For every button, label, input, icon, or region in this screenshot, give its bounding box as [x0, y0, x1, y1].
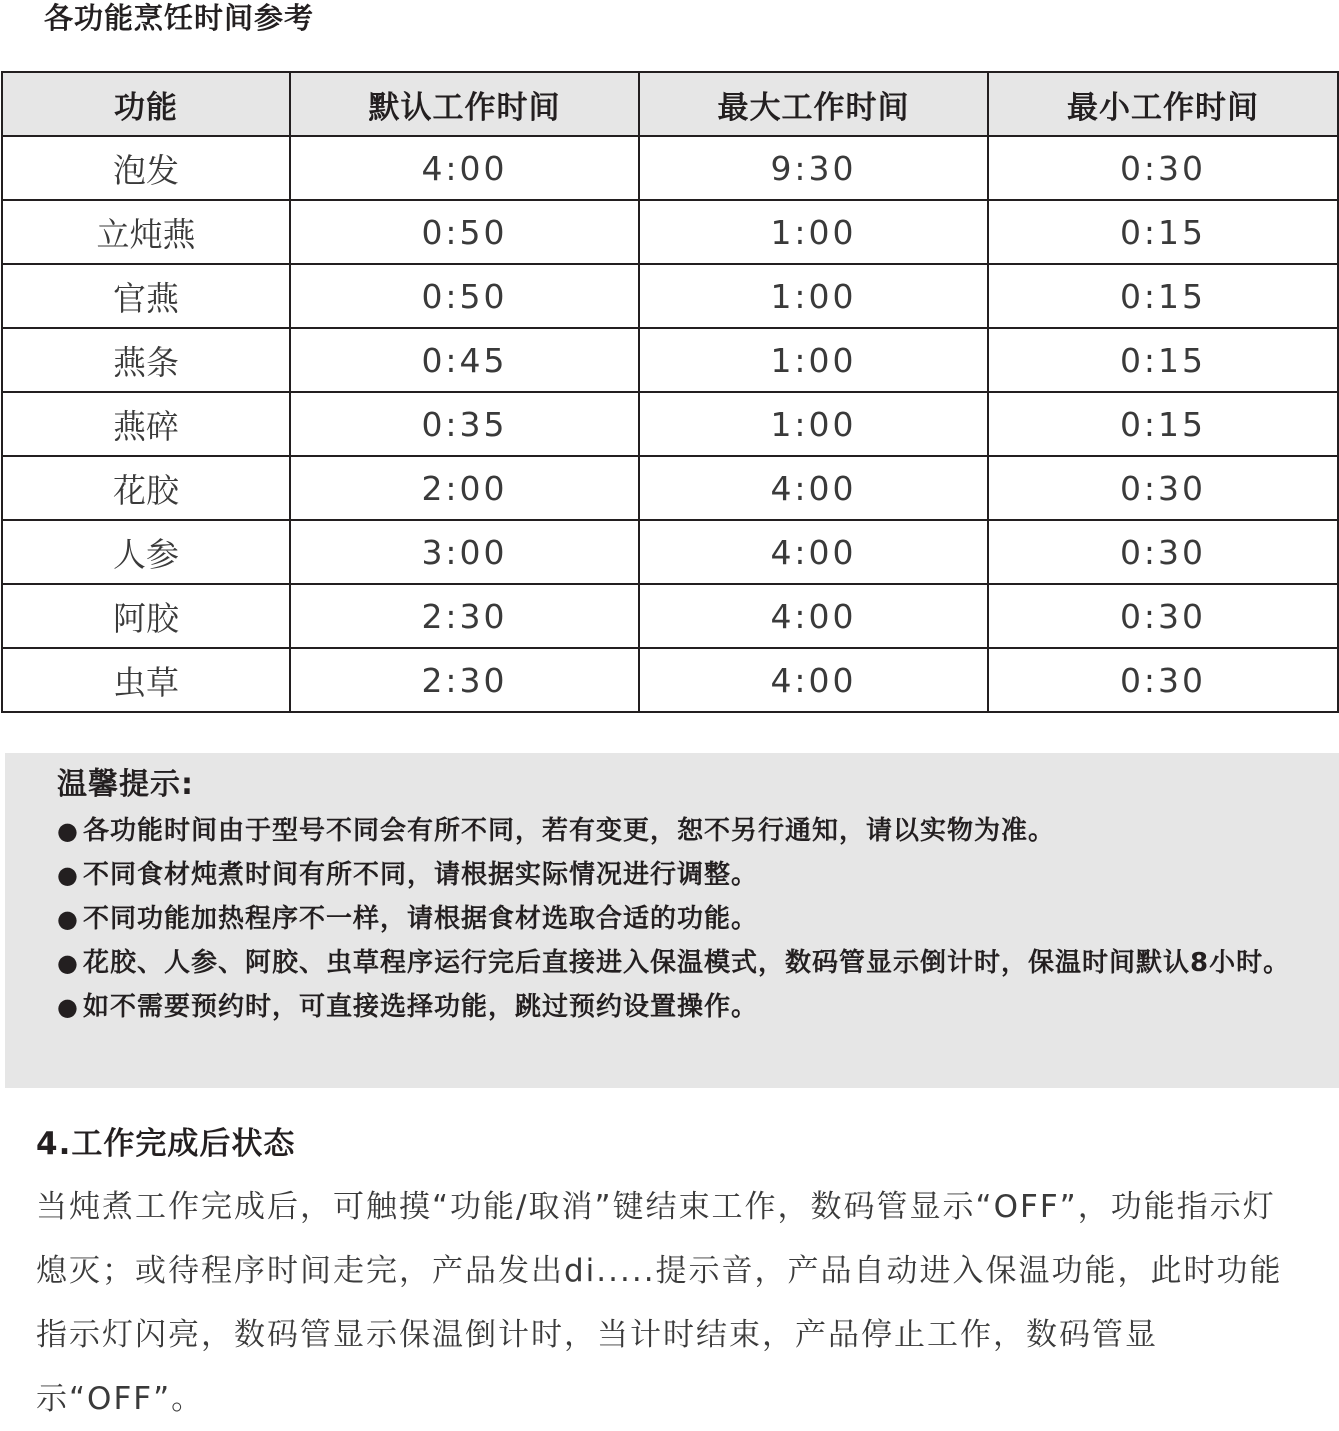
- default-time-cell: 0:45: [290, 328, 639, 392]
- tip-item: [57, 941, 1307, 985]
- default-time-cell: 0:50: [290, 264, 639, 328]
- function-cell: 花胶: [2, 456, 290, 520]
- bullet-icon: ●: [57, 861, 79, 889]
- table-row: [2, 136, 1338, 200]
- default-time-cell: 2:30: [290, 584, 639, 648]
- max-time-cell: 4:00: [639, 584, 988, 648]
- tip-text: 花胶、人参、阿胶、虫草程序运行完后直接进入保温模式，数码管显示倒计时，保温时间默认8小时。: [83, 948, 1291, 978]
- section-title: 4.工作完成后状态: [36, 1126, 296, 1162]
- table-header-row: [2, 72, 1338, 136]
- function-cell: 虫草: [2, 648, 290, 712]
- section-body: 当炖煮工作完成后，可触摸“功能/取消”键结束工作，数码管显示“OFF”，功能指示灯熄灭；或待程序时间走完，产品发出di.....提示音，产品自动进入保温功能，此时功能指示灯闪亮，数码管显示保温倒计时，当计时结束，产品停止工作，数码管显示“OFF”。: [36, 1189, 1283, 1417]
- function-cell: 立炖燕: [2, 200, 290, 264]
- tips-box: [5, 753, 1339, 1088]
- default-time-cell: 0:50: [290, 200, 639, 264]
- function-cell: 人参: [2, 520, 290, 584]
- min-time-cell: 0:30: [988, 648, 1338, 712]
- tip-item: [57, 809, 1307, 853]
- min-time-cell: 0:15: [988, 328, 1338, 392]
- default-time-cell: 0:35: [290, 392, 639, 456]
- table-row: [2, 456, 1338, 520]
- default-time-cell: 3:00: [290, 520, 639, 584]
- bullet-icon: ●: [57, 817, 79, 845]
- bullet-icon: ●: [57, 949, 79, 977]
- function-cell: 燕碎: [2, 392, 290, 456]
- header-default-time: 默认工作时间: [290, 72, 639, 136]
- function-cell: 燕条: [2, 328, 290, 392]
- tips-title: 温馨提示:: [57, 767, 194, 802]
- max-time-cell: 4:00: [639, 520, 988, 584]
- min-time-cell: 0:30: [988, 520, 1338, 584]
- table-row: [2, 520, 1338, 584]
- max-time-cell: 1:00: [639, 264, 988, 328]
- tip-text: 各功能时间由于型号不同会有所不同，若有变更，恕不另行通知，请以实物为准。: [83, 816, 1056, 846]
- tip-item: [57, 985, 1307, 1029]
- header-function: 功能: [2, 72, 290, 136]
- default-time-cell: 2:00: [290, 456, 639, 520]
- min-time-cell: 0:30: [988, 584, 1338, 648]
- min-time-cell: 0:30: [988, 136, 1338, 200]
- table-row: [2, 200, 1338, 264]
- min-time-cell: 0:15: [988, 264, 1338, 328]
- max-time-cell: 4:00: [639, 648, 988, 712]
- max-time-cell: 1:00: [639, 392, 988, 456]
- max-time-cell: 1:00: [639, 328, 988, 392]
- tip-text: 如不需要预约时，可直接选择功能，跳过预约设置操作。: [83, 992, 759, 1022]
- header-min-time: 最小工作时间: [988, 72, 1338, 136]
- tip-text: 不同食材炖煮时间有所不同，请根据实际情况进行调整。: [83, 860, 759, 890]
- table-row: [2, 584, 1338, 648]
- page-heading: 各功能烹饪时间参考: [44, 1, 315, 35]
- bullet-icon: ●: [57, 993, 79, 1021]
- min-time-cell: 0:15: [988, 392, 1338, 456]
- max-time-cell: 4:00: [639, 456, 988, 520]
- table-row: [2, 328, 1338, 392]
- tip-item: [57, 853, 1307, 897]
- tip-text: 不同功能加热程序不一样，请根据食材选取合适的功能。: [83, 904, 759, 934]
- min-time-cell: 0:15: [988, 200, 1338, 264]
- table-row: [2, 392, 1338, 456]
- function-cell: 官燕: [2, 264, 290, 328]
- function-cell: 阿胶: [2, 584, 290, 648]
- max-time-cell: 9:30: [639, 136, 988, 200]
- header-max-time: 最大工作时间: [639, 72, 988, 136]
- tips-list: [57, 809, 1307, 1029]
- cooking-time-table: [1, 71, 1339, 713]
- function-cell: 泡发: [2, 136, 290, 200]
- table-row: [2, 648, 1338, 712]
- max-time-cell: 1:00: [639, 200, 988, 264]
- default-time-cell: 4:00: [290, 136, 639, 200]
- bullet-icon: ●: [57, 905, 79, 933]
- tip-item: [57, 897, 1307, 941]
- min-time-cell: 0:30: [988, 456, 1338, 520]
- table-row: [2, 264, 1338, 328]
- default-time-cell: 2:30: [290, 648, 639, 712]
